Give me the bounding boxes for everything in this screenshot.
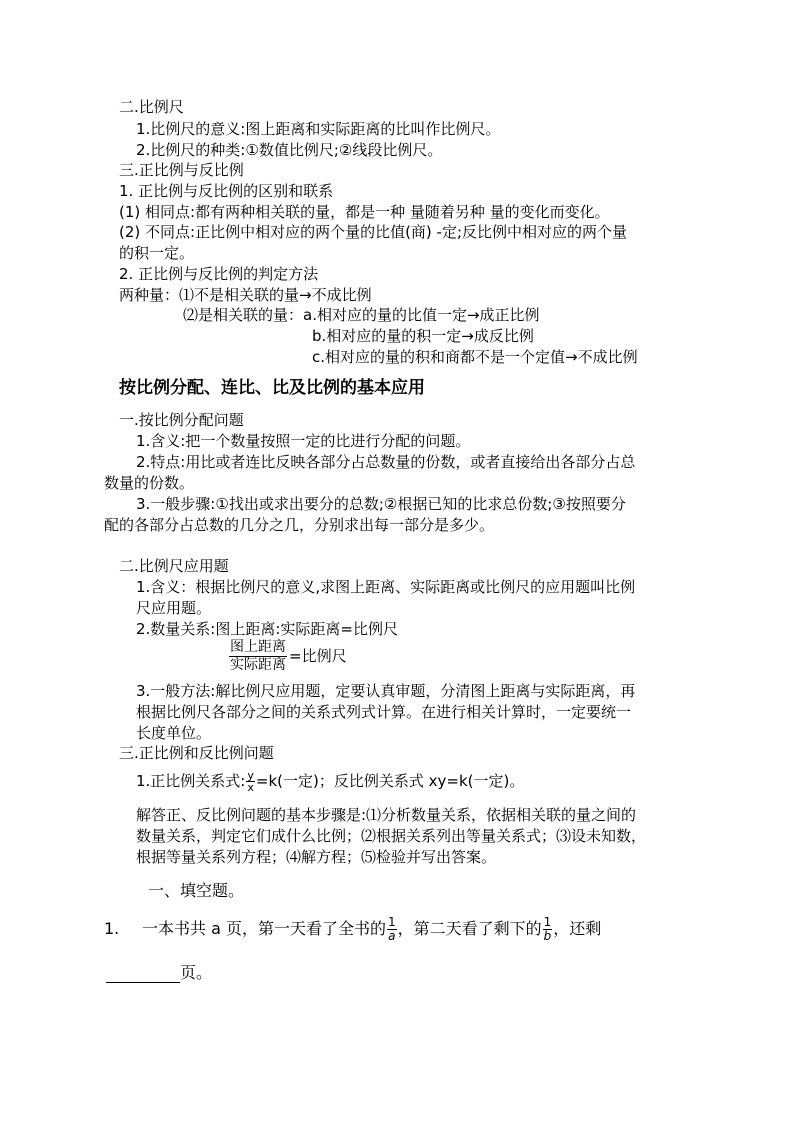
section-heading: 三.正比例与反比例	[119, 161, 244, 179]
text-line: 2. 正比例与反比例的判定方法	[119, 265, 319, 283]
text-line: 3.一般步骤:①找出或求出要分的总数;②根据已知的比求总份数;③按照要分	[136, 495, 626, 513]
text-line: 长度单位。	[136, 724, 212, 742]
text-line: b.相对应的量的积一定→成反比例	[312, 327, 534, 345]
text-line: 两种量：⑴不是相关联的量→不成比例	[119, 286, 372, 304]
fraction-1-over-a	[387, 916, 397, 943]
text-line: (2) 不同点:正比例中相对应的两个量的比值(商) -定;反比例中相对应的两个量	[119, 223, 628, 241]
section-heading: 二.比例尺应用题	[119, 557, 229, 575]
fraction-y-over-x	[246, 770, 255, 793]
formula-suffix: =k(一定)；反比例关系式 xy=k(一定)。	[255, 772, 525, 790]
text-line: 1.比例尺的意义:图上距离和实际距离的比叫作比例尺。	[136, 120, 501, 138]
text-line: 1.含义:把一个数量按照一定的比进行分配的问题。	[136, 432, 471, 450]
fraction-denominator: b	[543, 929, 552, 943]
fraction-numerator: 1	[543, 915, 552, 929]
fraction-numerator: y	[247, 769, 254, 782]
text-line: 根据比例尺各部分之间的关系式列式计算。在进行相关计算时，一定要统一	[136, 703, 632, 721]
question-text: ，还剩	[553, 919, 602, 938]
question-number: 1.	[104, 919, 120, 938]
formula-prefix: 1.正比例关系式:	[136, 772, 246, 790]
fraction-formula	[229, 639, 347, 674]
text-line: 2.比例尺的种类:①数值比例尺;②线段比例尺。	[136, 141, 443, 159]
text-line: 根据等量关系列方程；⑷解方程；⑸检验并写出答案。	[136, 848, 497, 866]
text-line: 的积一定。	[119, 244, 195, 262]
section-heading: 一.按比例分配问题	[119, 411, 244, 429]
question-text: ，第二天看了剩下的	[397, 919, 542, 938]
fraction	[229, 639, 287, 674]
answer-blank[interactable]	[106, 966, 180, 983]
exercise-heading: 一、填空题。	[148, 881, 245, 900]
page-title: 按比例分配、连比、比及比例的基本应用	[119, 378, 425, 398]
text-line: 数量的份数。	[104, 474, 195, 492]
text-line: 数量关系，判定它们成什么比例；⑵根据关系列出等量关系式；⑶设未知数，	[136, 827, 647, 845]
section-heading: 二.比例尺	[119, 98, 184, 116]
question-1	[104, 916, 601, 943]
fraction-denominator: a	[388, 929, 396, 943]
formula-line	[136, 770, 524, 793]
fraction-1-over-b	[543, 916, 553, 943]
text-line: 1.含义：根据比例尺的意义,求图上距离、实际距离或比例尺的应用题叫比例	[136, 578, 636, 596]
text-line: ⑵是相关联的量：a.相对应的量的比值一定→成正比例	[183, 306, 540, 324]
text-line: 2.特点:用比或者连比反映各部分占总数量的份数，或者直接给出各部分占总	[136, 453, 636, 471]
fraction-numerator: 图上距离	[230, 639, 286, 655]
fraction-denominator: x	[247, 781, 254, 794]
text-line: 1. 正比例与反比例的区别和联系	[119, 182, 334, 200]
text-line: (1) 相同点:都有两种相关联的量，都是一种 量随着另种 量的变化而变化。	[119, 203, 610, 221]
section-heading: 三.正比例和反比例问题	[119, 744, 274, 762]
text-line: 3.一般方法:解比例尺应用题，定要认真审题，分清图上距离与实际距离，再	[136, 682, 636, 700]
fraction-denominator: 实际距离	[230, 657, 286, 673]
question-text: 一本书共 a 页，第一天看了全书的	[142, 919, 386, 938]
answer-line	[106, 962, 212, 983]
text-line: 配的各部分占总数的几分之几，分别求出每一部分是多少。	[104, 516, 495, 534]
text-line: 解答正、反比例问题的基本步骤是:⑴分析数量关系，依据相关联的量之间的	[136, 806, 637, 824]
text-line: 尺应用题。	[136, 599, 212, 617]
text-line: c.相对应的量的积和商都不是一个定值→不成比例	[312, 348, 638, 366]
text-line: 2.数量关系:图上距离:实际距离=比例尺	[136, 620, 398, 638]
question-text: 页。	[180, 963, 213, 982]
fraction-rhs: =比例尺	[289, 647, 347, 665]
fraction-numerator: 1	[387, 915, 396, 929]
